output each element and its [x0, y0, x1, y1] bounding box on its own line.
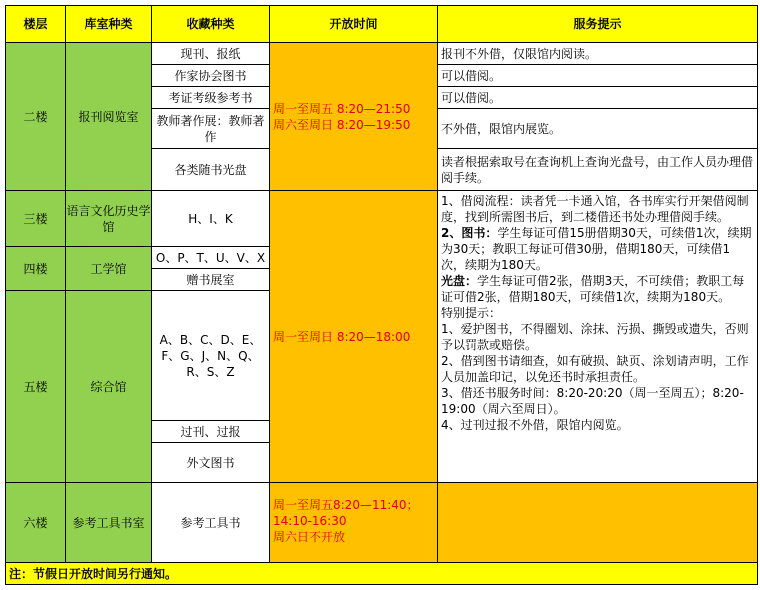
collection-item: H、I、K [152, 191, 270, 247]
library-schedule-table [5, 5, 758, 585]
floor-cell-2: 二楼 [6, 43, 66, 191]
collection-item: 各类随书光盘 [152, 149, 270, 191]
header-open-time: 开放时间 [270, 6, 438, 43]
collection-item: 过刊、过报 [152, 421, 270, 443]
tip-line: 2、借到图书请细查，如有破损、缺页、涂划请声明，工作人员加盖印记，以免还书时承担责任。 [441, 354, 749, 384]
header-collection-type: 收藏种类 [152, 6, 270, 43]
header-floor: 楼层 [6, 6, 66, 43]
tip-label: 2、图书： [441, 226, 498, 240]
open-time-line: 周一至周五 8:20—21:50 [273, 101, 411, 116]
tip-line [441, 225, 754, 273]
floor-cell-5: 五楼 [6, 291, 66, 483]
collection-item: 作家协会图书 [152, 65, 270, 87]
collection-item: 赠书展室 [152, 269, 270, 291]
floor-cell-4: 四楼 [6, 247, 66, 291]
room-cell-5: 综合馆 [66, 291, 152, 483]
open-time-floor6 [270, 483, 438, 563]
collection-item: 参考工具书 [152, 483, 270, 563]
room-cell-2: 报刊阅览室 [66, 43, 152, 191]
open-time-line: 周六日不开放 [273, 530, 346, 544]
service-tip: 不外借，限馆内展览。 [438, 109, 758, 149]
tip-line: 4、过刊过报不外借，限馆内阅览。 [441, 418, 629, 432]
tip-line: 3、借还书服务时间：8:20-20:20（周一至周五）；8:20-19:00（周六至周日）。 [441, 386, 744, 416]
collection-item: 考证考级参考书 [152, 87, 270, 109]
header-service-tips: 服务提示 [438, 6, 758, 43]
tip-line [441, 273, 754, 305]
service-tip: 读者根据索取号在查询机上查询光盘号，由工作人员办理借阅手续。 [438, 149, 758, 191]
collection-item: 外文图书 [152, 443, 270, 483]
service-tips-floors345 [438, 191, 758, 483]
room-cell-6: 参考工具书室 [66, 483, 152, 563]
collection-item: 教师著作展：教师著作 [152, 109, 270, 149]
open-time-line: 周六至周日 8:20—19:50 [273, 117, 411, 132]
service-tip: 可以借阅。 [438, 87, 758, 109]
header-room-type: 库室种类 [66, 6, 152, 43]
tip-line: 特别提示： [441, 306, 502, 320]
room-cell-4: 工学馆 [66, 247, 152, 291]
floor-cell-3: 三楼 [6, 191, 66, 247]
tip-label: 光盘： [441, 274, 478, 288]
floor-cell-6: 六楼 [6, 483, 66, 563]
open-time-line: 周一至周五8:20—11:40；14:10-16:30 [273, 498, 419, 528]
footer-note: 注：节假日开放时间另行通知。 [6, 563, 758, 585]
tip-text: 学生每证可借2张，借期3天，不可续借；教职工每证可借2张，借期180天，可续借1次，续期为180天。 [441, 274, 745, 304]
collection-item: 现刊、报纸 [152, 43, 270, 65]
tip-line: 1、爱护图书，不得圈划、涂抹、污损、撕毁或遗失，否则予以罚款或赔偿。 [441, 322, 749, 352]
open-time-floor2 [270, 43, 438, 191]
tip-line: 1、借阅流程：读者凭一卡通入馆，各书库实行开架借阅制度，找到所需图书后，到二楼借还书处办理借阅手续。 [441, 194, 749, 224]
service-tip-blank [438, 483, 758, 563]
room-cell-3: 语言文化历史学馆 [66, 191, 152, 247]
service-tip: 报刊不外借，仅限馆内阅读。 [438, 43, 758, 65]
collection-item: A、B、C、D、E、F、G、J、N、Q、R、S、Z [152, 291, 270, 421]
open-time-floors345: 周一至周日 8:20—18:00 [270, 191, 438, 483]
service-tip: 可以借阅。 [438, 65, 758, 87]
tip-text: 学生每证可借15册借期30天，可续借1次，续期为30天；教职工每证可借30册，借期180天，可续借1次，续期为180天。 [441, 226, 752, 272]
collection-item: O、P、T、U、V、X [152, 247, 270, 269]
